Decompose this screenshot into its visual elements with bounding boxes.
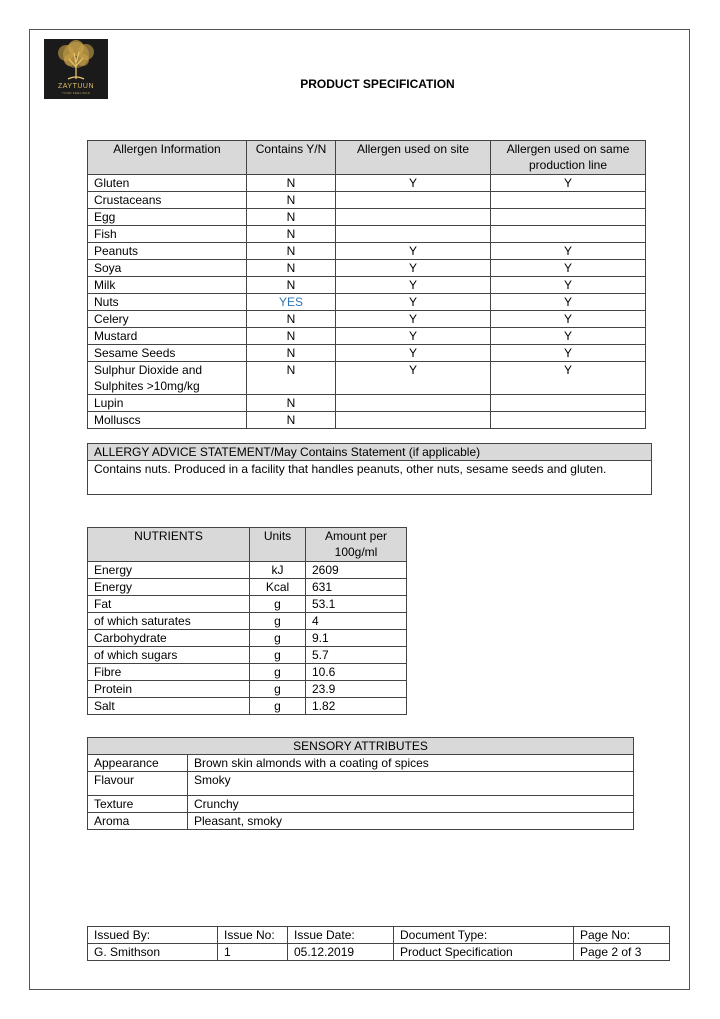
allergen-contains: N — [247, 175, 336, 192]
nutrient-name: of which saturates — [88, 613, 250, 630]
nutrient-name: of which sugars — [88, 647, 250, 664]
allergen-contains: N — [247, 311, 336, 328]
footer-value: Page 2 of 3 — [574, 944, 670, 961]
allergen-row — [88, 362, 646, 395]
allergen-site — [336, 192, 491, 209]
allergen-site: Y — [336, 294, 491, 311]
nutrient-amount: 1.82 — [306, 698, 407, 715]
nutrient-row — [88, 647, 407, 664]
footer-label: Document Type: — [394, 927, 574, 944]
footer-label: Page No: — [574, 927, 670, 944]
allergen-name: Crustaceans — [88, 192, 247, 209]
nutrient-name: Energy — [88, 562, 250, 579]
allergen-row — [88, 226, 646, 243]
allergen-name: Celery — [88, 311, 247, 328]
allergen-name: Milk — [88, 277, 247, 294]
footer-value: Product Specification — [394, 944, 574, 961]
allergen-line: Y — [491, 362, 646, 395]
allergen-line: Y — [491, 294, 646, 311]
allergen-line — [491, 192, 646, 209]
document-footer-table — [87, 926, 670, 961]
nutrient-row — [88, 630, 407, 647]
nutrient-row — [88, 681, 407, 698]
allergen-site: Y — [336, 243, 491, 260]
sensory-value: Brown skin almonds with a coating of spices — [188, 755, 634, 772]
allergen-line — [491, 209, 646, 226]
allergen-site: Y — [336, 277, 491, 294]
allergen-header-site: Allergen used on site — [336, 141, 491, 175]
nutrient-unit: g — [250, 647, 306, 664]
nutrients-header-units: Units — [250, 528, 306, 562]
allergen-site: Y — [336, 311, 491, 328]
allergen-site — [336, 209, 491, 226]
sensory-value: Pleasant, smoky — [188, 813, 634, 830]
allergen-name: Fish — [88, 226, 247, 243]
allergen-contains: N — [247, 226, 336, 243]
nutrient-row — [88, 579, 407, 596]
allergen-row — [88, 311, 646, 328]
allergen-header-contains: Contains Y/N — [247, 141, 336, 175]
nutrient-row — [88, 698, 407, 715]
nutrient-unit: g — [250, 681, 306, 698]
allergen-line: Y — [491, 243, 646, 260]
allergen-line — [491, 226, 646, 243]
allergen-name: Molluscs — [88, 412, 247, 429]
sensory-table — [87, 737, 634, 830]
nutrient-row — [88, 562, 407, 579]
allergen-row — [88, 209, 646, 226]
nutrient-name: Fat — [88, 596, 250, 613]
allergen-site — [336, 412, 491, 429]
nutrient-unit: g — [250, 596, 306, 613]
allergen-line: Y — [491, 328, 646, 345]
allergen-line: Y — [491, 277, 646, 294]
sensory-row — [88, 772, 634, 796]
nutrient-row — [88, 596, 407, 613]
allergen-row — [88, 328, 646, 345]
nutrients-header-amount: Amount per 100g/ml — [306, 528, 407, 562]
nutrient-amount: 23.9 — [306, 681, 407, 698]
allergen-name: Soya — [88, 260, 247, 277]
allergen-site — [336, 395, 491, 412]
footer-label: Issue No: — [218, 927, 288, 944]
allergen-line: Y — [491, 175, 646, 192]
nutrient-name: Fibre — [88, 664, 250, 681]
allergen-row — [88, 260, 646, 277]
allergen-row — [88, 345, 646, 362]
nutrient-amount: 4 — [306, 613, 407, 630]
nutrient-row — [88, 613, 407, 630]
allergen-contains: N — [247, 243, 336, 260]
allergen-site: Y — [336, 362, 491, 395]
allergen-site: Y — [336, 260, 491, 277]
allergen-contains: N — [247, 412, 336, 429]
allergen-name: Peanuts — [88, 243, 247, 260]
sensory-label: Flavour — [88, 772, 188, 796]
allergen-contains: N — [247, 192, 336, 209]
sensory-value: Crunchy — [188, 796, 634, 813]
allergen-name: Sesame Seeds — [88, 345, 247, 362]
allergen-site — [336, 226, 491, 243]
logo-tagline: YOUR FEELINGS — [61, 91, 91, 95]
nutrient-unit: kJ — [250, 562, 306, 579]
allergen-name: Sulphur Dioxide and Sulphites >10mg/kg — [88, 362, 247, 395]
nutrient-amount: 5.7 — [306, 647, 407, 664]
nutrient-amount: 2609 — [306, 562, 407, 579]
allergen-name: Nuts — [88, 294, 247, 311]
sensory-label: Appearance — [88, 755, 188, 772]
nutrient-unit: Kcal — [250, 579, 306, 596]
footer-label: Issue Date: — [288, 927, 394, 944]
page-title: PRODUCT SPECIFICATION — [300, 77, 455, 91]
footer-value: G. Smithson — [88, 944, 218, 961]
allergen-contains: N — [247, 277, 336, 294]
sensory-label: Texture — [88, 796, 188, 813]
allergen-contains: N — [247, 362, 336, 395]
nutrient-amount: 631 — [306, 579, 407, 596]
nutrient-row — [88, 664, 407, 681]
allergen-row — [88, 243, 646, 260]
nutrient-name: Carbohydrate — [88, 630, 250, 647]
footer-value: 1 — [218, 944, 288, 961]
sensory-row — [88, 813, 634, 830]
sensory-value: Smoky — [188, 772, 634, 796]
allergen-contains: N — [247, 395, 336, 412]
logo-wordmark: ZAYTUUN — [57, 83, 95, 90]
allergen-contains: YES — [247, 294, 336, 311]
allergen-site: Y — [336, 345, 491, 362]
nutrient-unit: g — [250, 613, 306, 630]
allergen-line: Y — [491, 260, 646, 277]
allergen-row — [88, 175, 646, 192]
allergen-site: Y — [336, 328, 491, 345]
allergen-name: Lupin — [88, 395, 247, 412]
allergy-advice-table — [87, 443, 652, 495]
allergen-row — [88, 395, 646, 412]
allergen-contains: N — [247, 328, 336, 345]
allergen-contains: N — [247, 260, 336, 277]
allergen-contains: N — [247, 345, 336, 362]
allergen-line: Y — [491, 311, 646, 328]
footer-label: Issued By: — [88, 927, 218, 944]
nutrient-unit: g — [250, 630, 306, 647]
advice-text: Contains nuts. Produced in a facility that handles peanuts, other nuts, sesame seeds and gluten. — [88, 461, 652, 495]
allergen-row — [88, 294, 646, 311]
allergen-row — [88, 277, 646, 294]
nutrient-amount: 9.1 — [306, 630, 407, 647]
sensory-header: SENSORY ATTRIBUTES — [88, 738, 634, 755]
allergen-line: Y — [491, 345, 646, 362]
allergen-line — [491, 412, 646, 429]
allergen-site: Y — [336, 175, 491, 192]
allergen-row — [88, 192, 646, 209]
allergen-name: Mustard — [88, 328, 247, 345]
allergen-header-line: Allergen used on same production line — [491, 141, 646, 175]
sensory-row — [88, 796, 634, 813]
allergen-contains: N — [247, 209, 336, 226]
allergen-header-name: Allergen Information — [88, 141, 247, 175]
allergen-name: Egg — [88, 209, 247, 226]
nutrient-name: Protein — [88, 681, 250, 698]
nutrient-unit: g — [250, 698, 306, 715]
nutrients-header-name: NUTRIENTS — [88, 528, 250, 562]
nutrient-name: Salt — [88, 698, 250, 715]
nutrient-amount: 53.1 — [306, 596, 407, 613]
allergen-line — [491, 395, 646, 412]
footer-value: 05.12.2019 — [288, 944, 394, 961]
allergen-table — [87, 140, 646, 429]
nutrient-unit: g — [250, 664, 306, 681]
nutrient-amount: 10.6 — [306, 664, 407, 681]
allergen-row — [88, 412, 646, 429]
nutrient-name: Energy — [88, 579, 250, 596]
allergen-name: Gluten — [88, 175, 247, 192]
advice-header: ALLERGY ADVICE STATEMENT/May Contains Statement (if applicable) — [88, 444, 652, 461]
sensory-row — [88, 755, 634, 772]
sensory-label: Aroma — [88, 813, 188, 830]
nutrients-table — [87, 527, 407, 715]
